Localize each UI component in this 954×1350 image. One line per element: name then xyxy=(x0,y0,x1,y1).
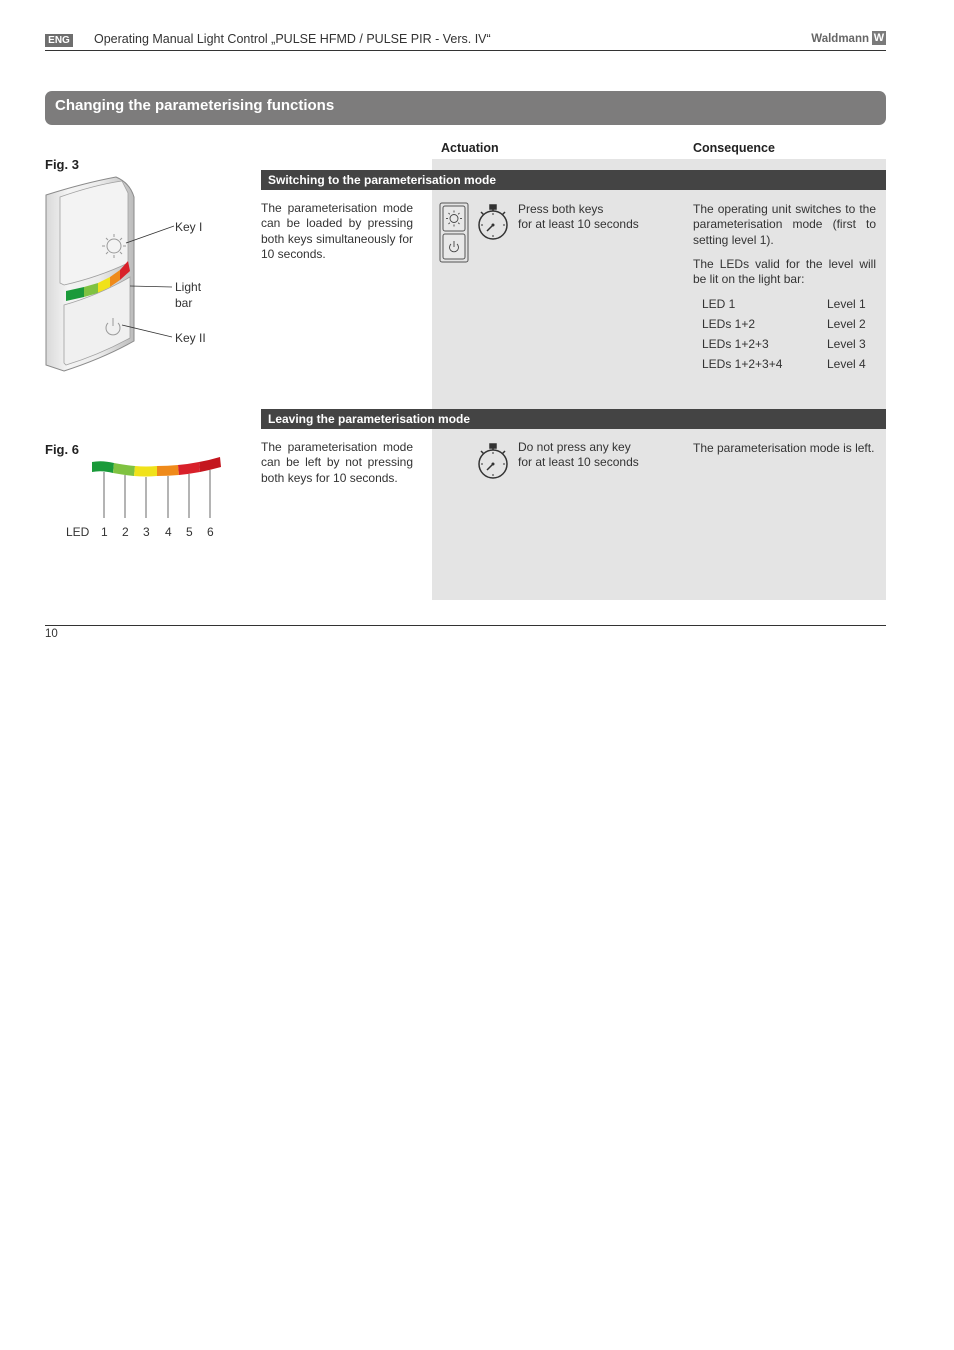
fig6-led-number: 3 xyxy=(143,525,150,539)
brand-name: Waldmann xyxy=(811,33,869,45)
level-row-leds: LEDs 1+2+3+4 xyxy=(702,357,783,371)
level-row-level: Level 3 xyxy=(827,337,866,351)
level-row-leds: LED 1 xyxy=(702,297,736,311)
level-row-leds: LEDs 1+2 xyxy=(702,317,756,331)
fig6-label: Fig. 6 xyxy=(45,442,79,457)
callout-light-bar xyxy=(175,279,201,311)
fig3-control-unit xyxy=(44,173,214,378)
section-switching-consequence-1: The operating unit switches to the parameterisation mode (first to setting level 1). xyxy=(693,202,876,247)
callout-key-1: Key I xyxy=(175,220,203,234)
callout-light-bar-line1: Light xyxy=(175,280,202,294)
level-row-level: Level 4 xyxy=(827,357,866,371)
level-row xyxy=(702,357,877,377)
fig6-led-number: 6 xyxy=(207,525,214,539)
level-row xyxy=(702,337,877,357)
keys-icon xyxy=(439,202,469,263)
fig3-label: Fig. 3 xyxy=(45,157,79,172)
callout-light-bar-line2: bar xyxy=(175,296,193,310)
section-switching-title: Switching to the parameterisation mode xyxy=(261,170,886,190)
column-heading-consequence: Consequence xyxy=(693,141,775,155)
section-switching-actuation-line1: Press both keys xyxy=(518,202,604,216)
section-switching-actuation-line2: for at least 10 seconds xyxy=(518,217,639,232)
section-switching-consequence-2: The LEDs valid for the level will be lit on the light bar: xyxy=(693,257,876,287)
section-leaving-actuation-line2: for at least 10 seconds xyxy=(518,455,639,470)
section-switching-actuation xyxy=(518,202,668,233)
stopwatch-icon xyxy=(476,442,510,480)
header-rule xyxy=(45,50,886,51)
page-number: 10 xyxy=(45,628,58,640)
stopwatch-icon xyxy=(476,203,510,241)
document-title: Operating Manual Light Control „PULSE HFMD / PULSE PIR - Vers. IV“ xyxy=(94,32,491,46)
fig6-light-bar xyxy=(88,456,224,518)
control-unit-illustration xyxy=(44,173,214,378)
language-badge: ENG xyxy=(45,34,73,47)
section-leaving-actuation xyxy=(518,440,668,471)
section-banner: Changing the parameterising functions xyxy=(45,91,886,125)
fig6-led-number: 2 xyxy=(122,525,129,539)
section-leaving-consequence: The parameterisation mode is left. xyxy=(693,441,875,455)
brand-logo-icon: W xyxy=(873,32,885,44)
fig6-led-number: 4 xyxy=(165,525,172,539)
fig6-led-number: 1 xyxy=(101,525,108,539)
level-row-level: Level 2 xyxy=(827,317,866,331)
footer-rule xyxy=(45,625,886,626)
callout-key-2: Key II xyxy=(175,331,206,345)
level-row-leds: LEDs 1+2+3 xyxy=(702,337,769,351)
fig6-led-label: LED xyxy=(66,525,90,539)
column-heading-actuation: Actuation xyxy=(441,141,499,155)
level-row xyxy=(702,297,877,317)
fig6-led-number: 5 xyxy=(186,525,193,539)
level-row xyxy=(702,317,877,337)
section-leaving-description: The parameterisation mode can be left by not pressing both keys for 10 seconds. xyxy=(261,440,413,485)
section-leaving-title: Leaving the parameterisation mode xyxy=(261,409,886,429)
section-switching-description: The parameterisation mode can be loaded by pressing both keys simultaneously for 10 seconds. xyxy=(261,201,413,262)
section-leaving-actuation-line1: Do not press any key xyxy=(518,440,631,454)
brand xyxy=(790,31,886,49)
level-row-level: Level 1 xyxy=(827,297,866,311)
